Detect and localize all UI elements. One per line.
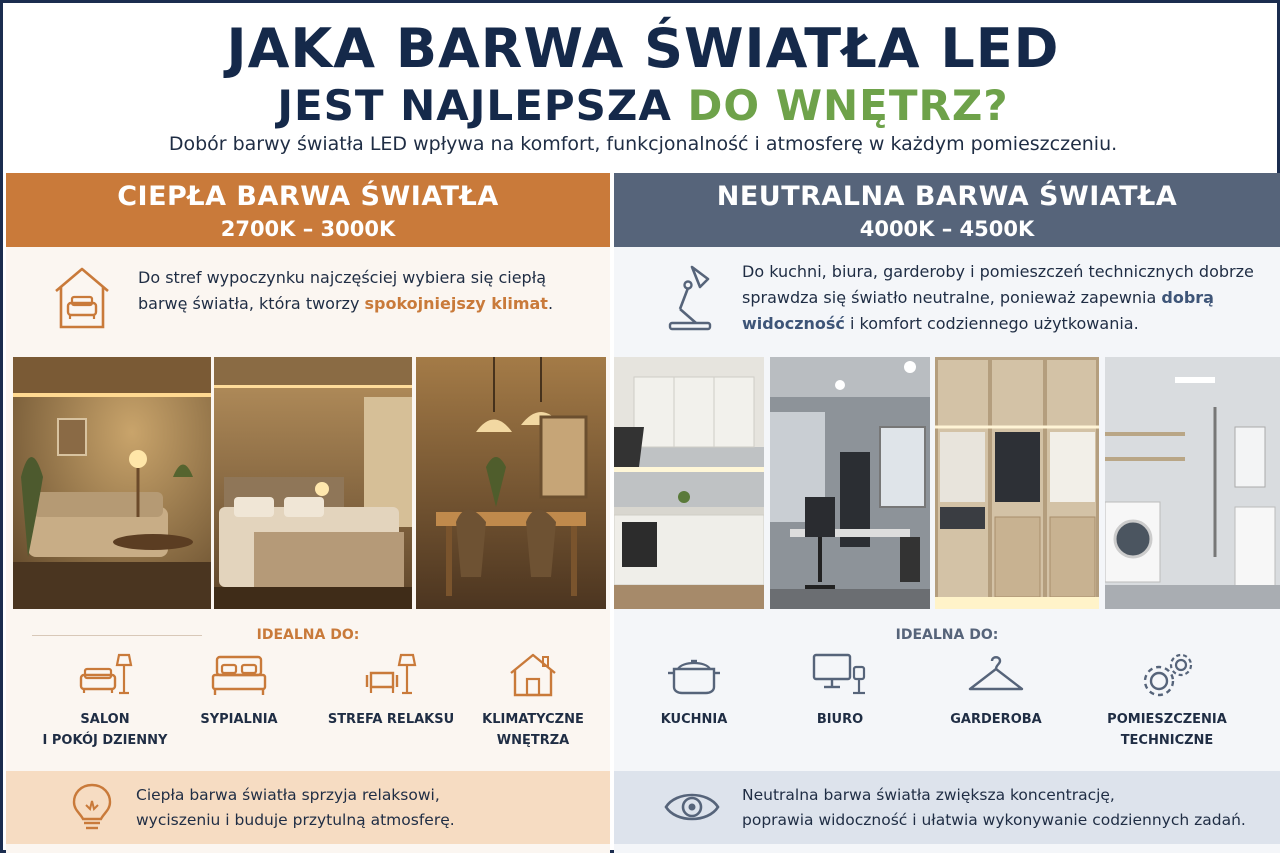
page-title: JAKA BARWA ŚWIATŁA LED [226,17,1060,80]
neutral-range: 4000K – 4500K [859,217,1035,241]
use-sypialnia [164,651,314,730]
neutral-light-column [614,173,1280,853]
neutral-uses [614,651,1280,761]
warm-intro [50,261,590,351]
use-klimatyczne-wnetrza [458,651,608,751]
neutral-intro-text [742,259,1262,337]
warm-title: CIEPŁA BARWA ŚWIATŁA [117,181,499,212]
use-label [921,709,1071,730]
warm-range: 2700K – 3000K [220,217,396,241]
warm-footer-text [136,783,656,833]
living-room-photo [13,357,211,609]
use-label [164,709,314,730]
eye-icon [664,781,712,833]
use-biuro [765,651,915,730]
desk-lamp-icon [662,261,726,333]
use-salon [30,651,180,751]
neutral-ideal-label: IDEALNA DO: [895,627,999,643]
bed-icon [164,651,314,699]
use-label [765,709,915,730]
warm-intro-part2: . [547,294,554,313]
neutral-footer-line1: Neutralna barwa światła zwiększa koncentrację, [742,786,1115,804]
neutral-photo-strip [614,357,1280,609]
cooking-pot-icon [619,651,769,699]
neutral-footer-text [742,783,1272,833]
warm-header-band [6,173,610,247]
use-label-line1: SALON [80,712,130,727]
use-pomieszczenia-techniczne [1092,651,1242,751]
warm-intro-part1: Do stref wypoczynku najczęściej wybiera się ciepłą barwę światła, która tworzy [138,268,547,313]
armchair-lamp-icon [316,651,466,699]
house-icon [458,651,608,699]
neutral-intro-part2: i komfort codziennego użytkowania. [844,314,1139,333]
utility-room-photo [1105,357,1280,609]
title-part-green: DO WNĘTRZ? [687,81,1009,130]
use-strefa-relaksu [316,651,466,730]
neutral-intro-part1: Do kuchni, biura, garderoby i pomieszczeń technicznych dobrze sprawdza się światło neutralne, ponieważ zapewnia [742,262,1254,307]
use-label-line1: BIURO [816,712,864,727]
wardrobe-photo [935,357,1099,609]
kitchen-photo [614,357,764,609]
use-label [1092,709,1242,751]
use-garderoba [921,651,1071,730]
header [3,3,1280,173]
house-sofa-icon [50,261,114,333]
office-photo [770,357,930,609]
warm-light-column [6,173,610,853]
use-label-line2: WNĘTRZA [496,733,570,748]
neutral-intro [662,261,1262,351]
warm-intro-highlight: spokojniejszy klimat [364,294,548,313]
warm-footer-line1: Ciepła barwa światła sprzyja relaksowi, [136,786,440,804]
warm-ideal-label: IDEALNA DO: [256,627,360,643]
gears-icon [1092,651,1242,699]
page-title-line2 [3,81,1280,130]
use-label [30,709,180,751]
sofa-lamp-icon [30,651,180,699]
use-label [458,709,608,751]
subtitle: Dobór barwy światła LED wpływa na komfort, funkcjonalność i atmosferę w każdym pomieszczeniu. [168,133,1118,155]
warm-photo-strip [13,357,606,609]
warm-footer-line2: wyciszeniu i buduje przytulną atmosferę. [136,811,455,829]
neutral-header-band [614,173,1280,247]
neutral-footer-line2: poprawia widoczność i ułatwia wykonywanie codziennych zadań. [742,811,1246,829]
computer-desk-icon [765,651,915,699]
use-label-line2: TECHNICZNE [1120,733,1214,748]
bedroom-photo [214,357,412,609]
warm-uses [6,651,610,761]
hanger-icon [921,651,1071,699]
use-label-line1: GARDEROBA [950,712,1042,727]
use-label-line1: KUCHNIA [660,712,728,727]
lightbulb-icon [68,781,116,833]
title-part-navy: JEST NAJLEPSZA [277,81,688,130]
use-label-line1: STREFA RELAKSU [327,712,455,727]
warm-intro-text [138,265,578,317]
use-label-line1: KLIMATYCZNE [482,712,584,727]
neutral-intro-highlight: dobrą widoczność [742,288,1214,333]
neutral-footer [614,771,1280,844]
use-kuchnia [619,651,769,730]
neutral-title: NEUTRALNA BARWA ŚWIATŁA [716,181,1178,212]
use-label [619,709,769,730]
use-label-line1: POMIESZCZENIA [1107,712,1227,727]
use-label [316,709,466,730]
use-label-line1: SYPIALNIA [200,712,278,727]
use-label-line2: I POKÓJ DZIENNY [42,733,168,748]
warm-footer [6,771,610,844]
dining-room-photo [416,357,606,609]
